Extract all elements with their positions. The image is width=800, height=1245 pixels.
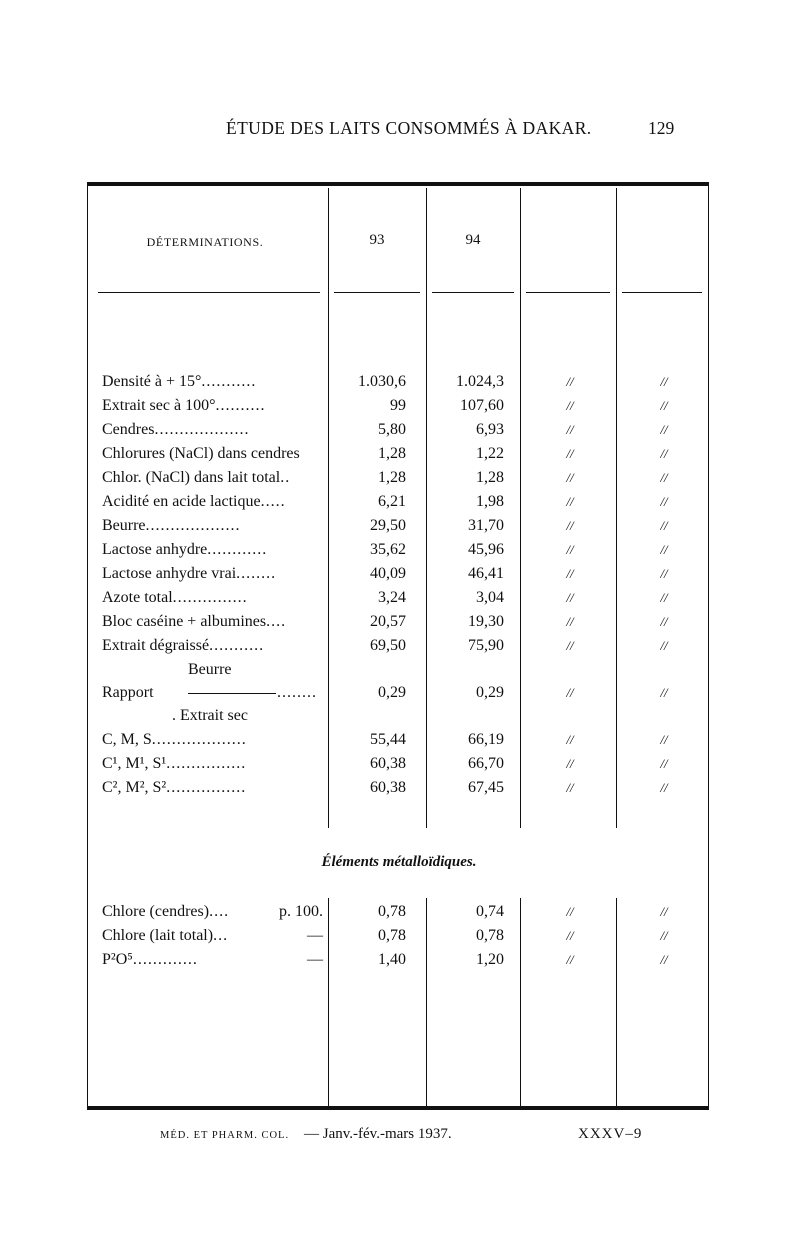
- header-rule: [622, 292, 702, 293]
- row-label: Acidité en acide lactique: [102, 493, 261, 510]
- value-93: 35,62: [370, 541, 406, 558]
- leader-dots: ................: [166, 779, 247, 796]
- value-empty-col4: //: [660, 494, 668, 509]
- value-empty-col4: //: [660, 422, 668, 437]
- row-label: Azote total: [102, 589, 173, 606]
- ratio-numerator: Beurre: [188, 661, 232, 678]
- value-empty-col3: //: [566, 470, 574, 485]
- leader-dots: ...: [213, 927, 229, 944]
- value-93: 1.030,6: [358, 373, 406, 390]
- value-93: 0,29: [378, 684, 406, 701]
- table-row: [88, 466, 710, 489]
- leader-dots: ...........: [209, 637, 265, 654]
- header-rule: [98, 292, 320, 293]
- value-94: 75,90: [468, 637, 504, 654]
- leader-dots: ................: [166, 755, 247, 772]
- value-94: 67,45: [468, 779, 504, 796]
- leader-dots: .....: [260, 493, 286, 510]
- row-label: Extrait sec à 100°: [102, 397, 216, 414]
- table-row: [88, 490, 710, 513]
- value-empty-col4: //: [660, 446, 668, 461]
- value-94: 46,41: [468, 565, 504, 582]
- row-label: P²O⁵: [102, 951, 133, 968]
- fraction-bar: [188, 693, 276, 694]
- value-94: 66,19: [468, 731, 504, 748]
- value-empty-col4: //: [660, 542, 668, 557]
- leader-dots: ...................: [151, 731, 247, 748]
- table-row: [88, 752, 710, 775]
- value-94: 1,28: [476, 469, 504, 486]
- row-label: Chlor. (NaCl) dans lait total: [102, 469, 281, 486]
- ratio-denominator: . Extrait sec: [172, 707, 248, 724]
- value-empty-col4: //: [660, 470, 668, 485]
- value-empty-col3: //: [566, 952, 574, 967]
- value-94: 1,98: [476, 493, 504, 510]
- leader-dots: ....: [209, 903, 230, 920]
- section-title: Éléments métalloïdiques.: [321, 854, 477, 870]
- value-93: 60,38: [370, 779, 406, 796]
- row-label: Chlorures (NaCl) dans cendres: [102, 445, 300, 462]
- table-row: [88, 610, 710, 633]
- value-93: 29,50: [370, 517, 406, 534]
- value-empty-col4: //: [660, 928, 668, 943]
- leader-dots: .............: [132, 951, 198, 968]
- page-footer: [0, 1126, 800, 1150]
- leader-dots: ...................: [154, 421, 250, 438]
- unit-prefix: —: [307, 951, 323, 968]
- value-93: 0,78: [378, 927, 406, 944]
- value-empty-col4: //: [660, 566, 668, 581]
- row-label: C², M², S²: [102, 779, 167, 796]
- leader-dots: ...........: [201, 373, 257, 390]
- value-93: 1,28: [378, 445, 406, 462]
- row-label: C¹, M¹, S¹: [102, 755, 167, 772]
- value-93: 69,50: [370, 637, 406, 654]
- value-empty-col3: //: [566, 446, 574, 461]
- unit-prefix: —: [307, 927, 323, 944]
- value-93: 20,57: [370, 613, 406, 630]
- value-empty-col3: //: [566, 928, 574, 943]
- value-93: 0,78: [378, 903, 406, 920]
- value-94: 6,93: [476, 421, 504, 438]
- row-label: Bloc caséine + albumines: [102, 613, 267, 630]
- header-rule: [432, 292, 514, 293]
- value-94: 107,60: [460, 397, 504, 414]
- row-label: Beurre: [102, 517, 146, 534]
- ratio-row: [88, 658, 710, 728]
- table-row: [88, 394, 710, 417]
- row-label: Lactose anhydre: [102, 541, 208, 558]
- value-empty-col4: //: [660, 638, 668, 653]
- value-empty-col4: //: [660, 952, 668, 967]
- leader-dots: ..........: [215, 397, 266, 414]
- value-empty-col4: //: [660, 685, 668, 700]
- value-empty-col4: //: [660, 614, 668, 629]
- table-row: [88, 634, 710, 657]
- row-label: Rapport: [102, 684, 154, 701]
- leader-dots: ...............: [172, 589, 248, 606]
- page-number: 129: [648, 118, 675, 138]
- column-header-93: 93: [369, 232, 385, 248]
- value-93: 1,28: [378, 469, 406, 486]
- value-94: 19,30: [468, 613, 504, 630]
- value-empty-col4: //: [660, 904, 668, 919]
- journal-name: MÉD. ET PHARM. COL.: [160, 1130, 290, 1141]
- value-93: 60,38: [370, 755, 406, 772]
- value-empty-col3: //: [566, 732, 574, 747]
- leader-dots: ............: [207, 541, 268, 558]
- value-94: 0,74: [476, 903, 504, 920]
- value-empty-col4: //: [660, 518, 668, 533]
- leader-dots: ........: [277, 684, 317, 701]
- table-row: [88, 370, 710, 393]
- value-93: 5,80: [378, 421, 406, 438]
- value-94: 31,70: [468, 517, 504, 534]
- table-row: [88, 514, 710, 537]
- value-empty-col4: //: [660, 374, 668, 389]
- value-93: 3,24: [378, 589, 406, 606]
- value-empty-col3: //: [566, 685, 574, 700]
- row-label: Cendres: [102, 421, 155, 438]
- header-rule: [334, 292, 420, 293]
- value-94: 0,78: [476, 927, 504, 944]
- leader-dots: ........: [236, 565, 277, 582]
- value-empty-col4: //: [660, 756, 668, 771]
- row-label: Extrait dégraissé: [102, 637, 210, 654]
- unit-prefix: p. 100.: [279, 903, 323, 920]
- row-label: Lactose anhydre vrai: [102, 565, 237, 582]
- header-rule: [526, 292, 610, 293]
- row-label: Chlore (lait total): [102, 927, 214, 944]
- table-row: [88, 442, 710, 465]
- value-94: 1,20: [476, 951, 504, 968]
- table-row: [88, 538, 710, 561]
- table-row: [88, 586, 710, 609]
- row-label: C, M, S: [102, 731, 152, 748]
- value-94: 0,29: [476, 684, 504, 701]
- value-empty-col3: //: [566, 542, 574, 557]
- value-empty-col4: //: [660, 398, 668, 413]
- column-header-determinations: DÉTERMINATIONS.: [146, 235, 264, 249]
- value-93: 6,21: [378, 493, 406, 510]
- leader-dots: ....: [266, 613, 287, 630]
- value-empty-col3: //: [566, 518, 574, 533]
- value-empty-col4: //: [660, 780, 668, 795]
- signature-mark: XXXV–9: [578, 1126, 643, 1142]
- value-empty-col3: //: [566, 614, 574, 629]
- value-93: 55,44: [370, 731, 406, 748]
- value-94: 1.024,3: [456, 373, 504, 390]
- value-empty-col3: //: [566, 780, 574, 795]
- value-empty-col3: //: [566, 422, 574, 437]
- value-empty-col3: //: [566, 638, 574, 653]
- value-93: 99: [390, 397, 406, 414]
- value-93: 1,40: [378, 951, 406, 968]
- page-title: ÉTUDE DES LAITS CONSOMMÉS À DAKAR.: [226, 118, 592, 138]
- leader-dots: ...................: [145, 517, 241, 534]
- value-empty-col4: //: [660, 590, 668, 605]
- value-93: 40,09: [370, 565, 406, 582]
- running-head: [0, 118, 800, 142]
- value-94: 66,70: [468, 755, 504, 772]
- value-empty-col3: //: [566, 374, 574, 389]
- table-row: [88, 562, 710, 585]
- value-empty-col3: //: [566, 566, 574, 581]
- row-label: Densité à + 15°: [102, 373, 202, 390]
- leader-dots: ..: [280, 469, 291, 486]
- results-table: [87, 182, 709, 1110]
- value-94: 3,04: [476, 589, 504, 606]
- value-94: 45,96: [468, 541, 504, 558]
- value-empty-col3: //: [566, 398, 574, 413]
- issue-date: — Janv.-fév.-mars 1937.: [304, 1126, 452, 1142]
- value-empty-col3: //: [566, 756, 574, 771]
- column-header-94: 94: [465, 232, 481, 248]
- value-empty-col4: //: [660, 732, 668, 747]
- table-row: [88, 776, 710, 799]
- row-label: Chlore (cendres): [102, 903, 210, 920]
- value-empty-col3: //: [566, 904, 574, 919]
- table-row: [88, 418, 710, 441]
- table-row: [88, 924, 710, 947]
- table-row: [88, 728, 710, 751]
- table-row: [88, 900, 710, 923]
- value-94: 1,22: [476, 445, 504, 462]
- value-empty-col3: //: [566, 494, 574, 509]
- value-empty-col3: //: [566, 590, 574, 605]
- table-row: [88, 948, 710, 971]
